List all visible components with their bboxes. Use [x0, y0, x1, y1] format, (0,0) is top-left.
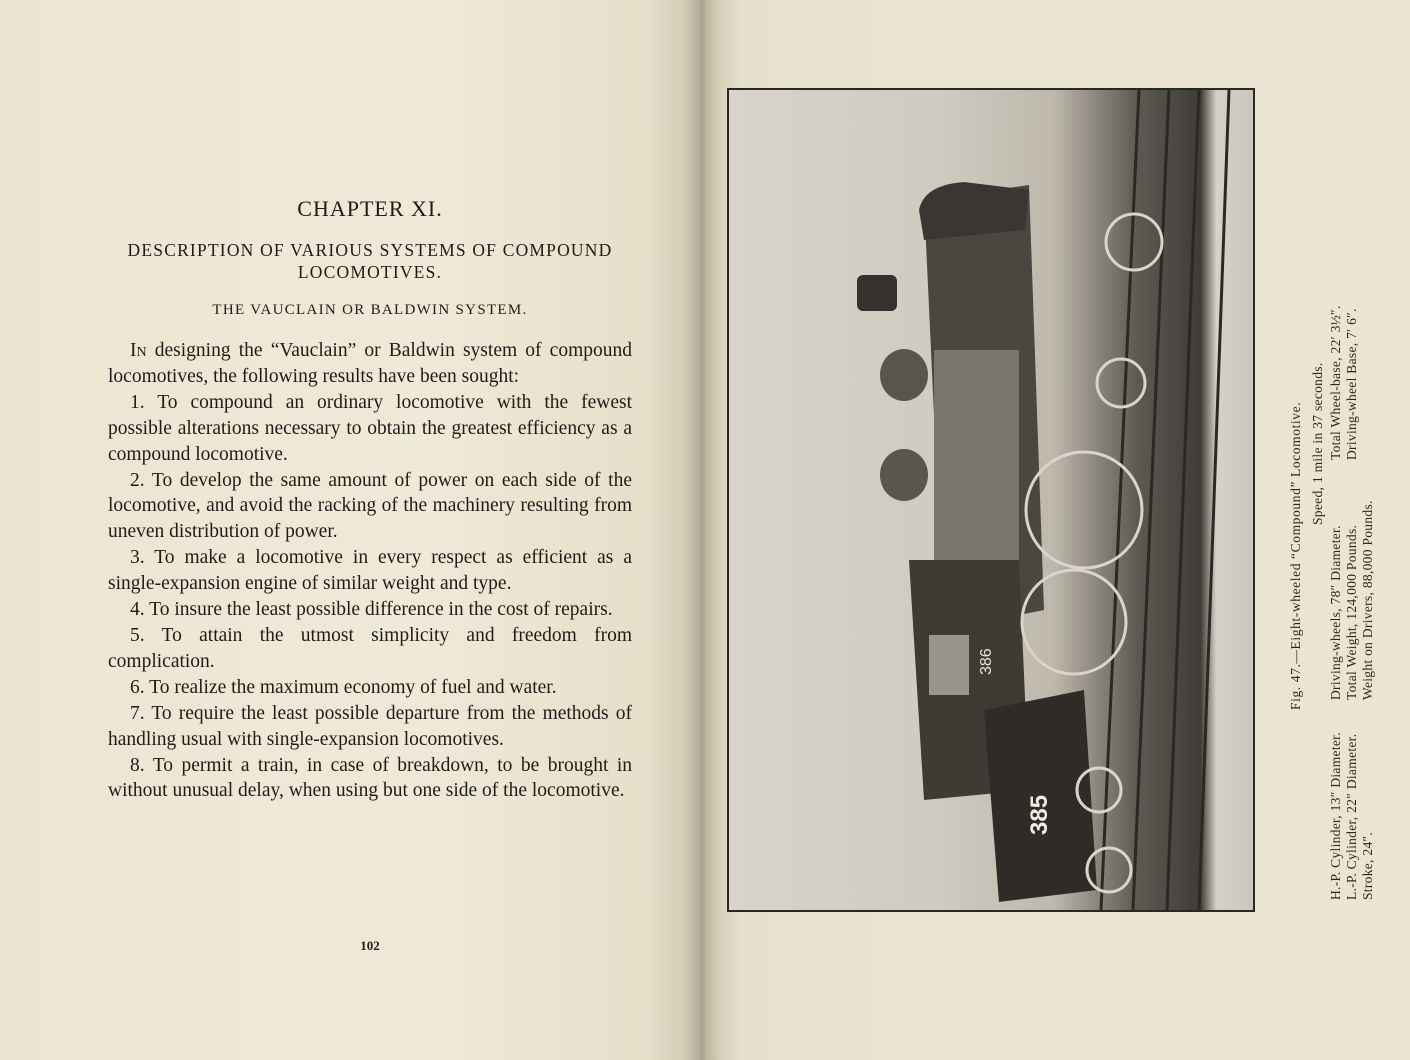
intro-text: designing the “Vauclain” or Baldwin system of compound locomotives, the following results have been sought: [108, 340, 632, 387]
caption-spec: Weight on Drivers, 88,000 Pounds. [1360, 500, 1375, 700]
list-item: 2. To develop the same amount of power on each side of the locomotive, and avoid the racking of the machinery resulting from uneven distribution of power. [108, 469, 632, 543]
caption-spec: Total Wheel-base, 22′ 3½″. [1328, 305, 1343, 460]
engine-number: 386 [978, 648, 995, 675]
left-page [0, 0, 700, 1060]
book-gutter [682, 0, 722, 1060]
figure-title: Fig. 47.—Eight-wheeled “Compound” Locomotive. [1288, 401, 1303, 710]
section-subheading: THE VAUCLAIN OR BALDWIN SYSTEM. [212, 302, 528, 318]
list-item: 6. To realize the maximum economy of fuel and water. [130, 676, 557, 698]
list-item: 1. To compound an ordinary locomotive with the fewest possible alterations necessary to obtain the greatest efficiency as a compound locomotive. [108, 391, 632, 465]
list-item: 3. To make a locomotive in every respect as efficient as a single-expansion engine of similar weight and type. [108, 547, 632, 595]
intro-first-word: In [130, 340, 147, 361]
page-number: 102 [360, 938, 380, 953]
locomotive-body [857, 182, 1097, 902]
list-item: 5. To attain the utmost simplicity and freedom from complication. [108, 624, 632, 672]
caption-spec: Total Weight, 124,000 Pounds. [1344, 524, 1359, 700]
caption-spec: H.-P. Cylinder, 13″ Diameter. [1328, 732, 1343, 900]
list-item: 4. To insure the least possible difference in the cost of repairs. [130, 599, 613, 621]
section-heading: DESCRIPTION OF VARIOUS SYSTEMS OF COMPOUND LOCOMOTIVES. [127, 240, 613, 282]
intro-paragraph [108, 338, 632, 390]
locomotive-illustration [729, 90, 1253, 910]
figure-caption [1288, 270, 1408, 910]
caption-spec: L.-P. Cylinder, 22″ Diameter. [1344, 733, 1359, 900]
caption-spec: Driving-wheels, 78″ Diameter. [1328, 525, 1343, 700]
caption-spec: Stroke, 24″. [1360, 831, 1375, 900]
body-text [108, 338, 632, 804]
chapter-title: CHAPTER XI. [297, 196, 443, 221]
locomotive-photo [727, 88, 1255, 912]
list-item: 7. To require the least possible departure from the methods of handling usual with single-expansion locomotives. [108, 702, 632, 750]
tender-number: 385 [1026, 794, 1053, 835]
caption-spec: Driving-wheel Base, 7′ 6″. [1344, 308, 1359, 460]
show-through-text [110, 62, 115, 87]
caption-speed: Speed, 1 mile in 37 seconds. [1310, 362, 1325, 525]
list-item: 8. To permit a train, in case of breakdown, to be brought in without unusual delay, when using but one side of the locomotive. [108, 754, 632, 802]
